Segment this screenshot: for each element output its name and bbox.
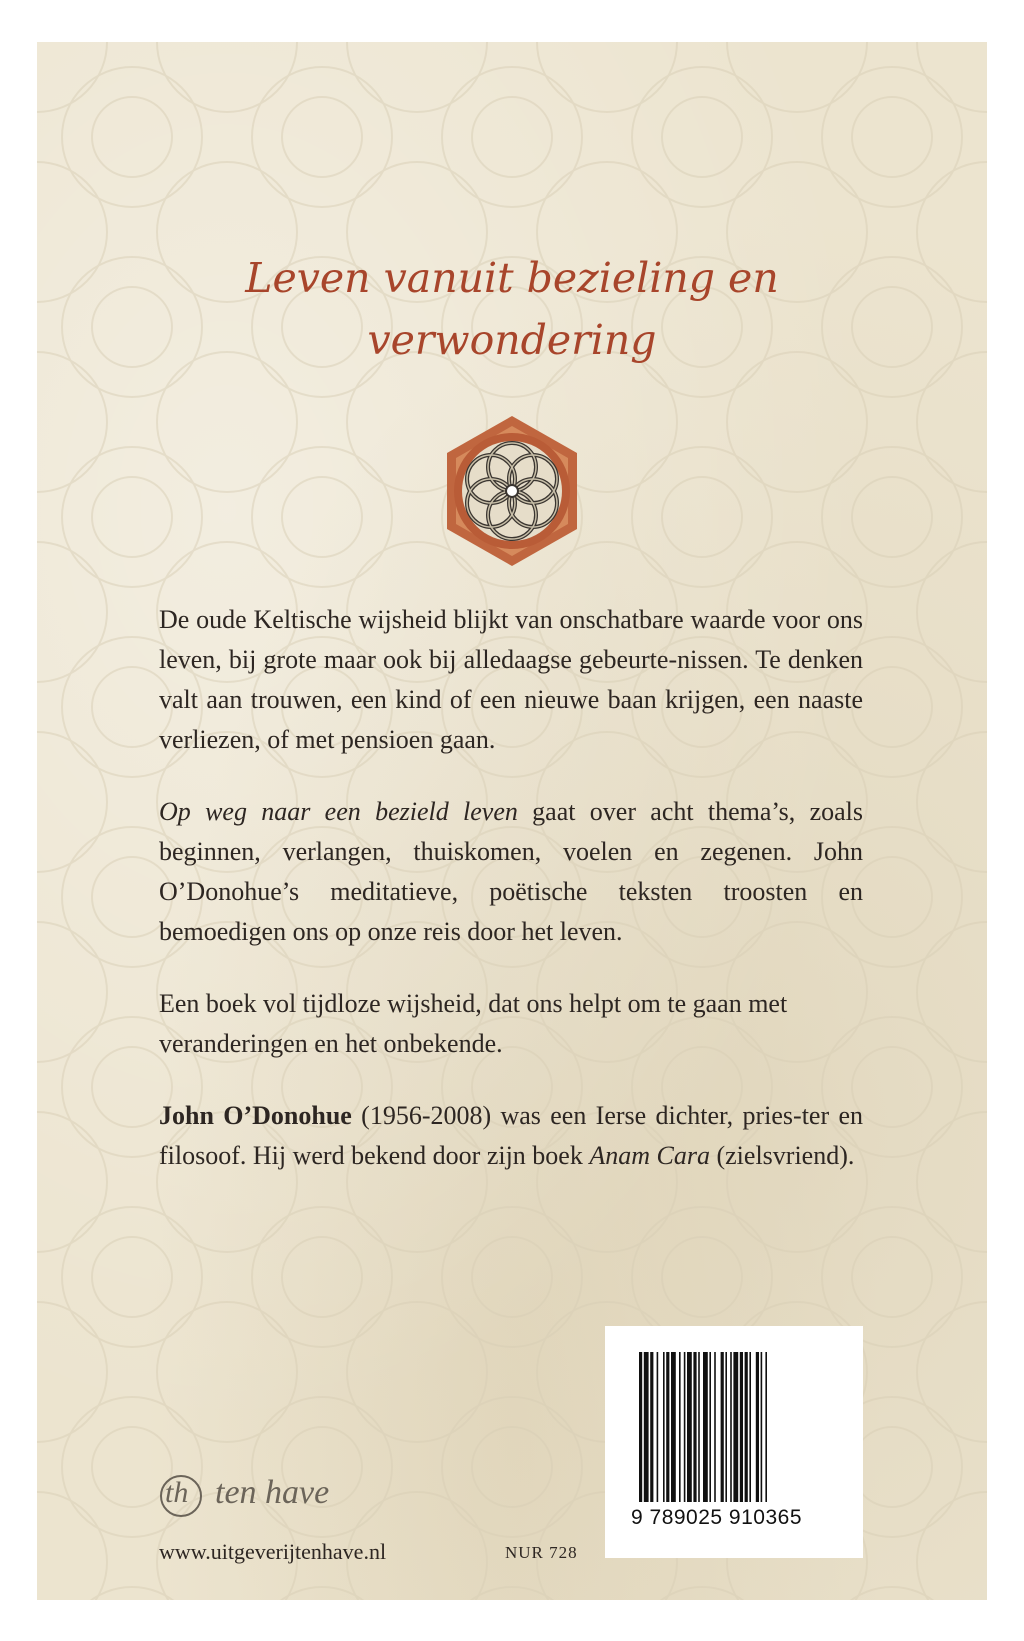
author-bio <box>159 1096 863 1176</box>
barcode-bar <box>671 1352 676 1502</box>
barcode-bar <box>756 1352 759 1502</box>
barcode-bar <box>721 1352 724 1502</box>
tagline-line-2: verwondering <box>367 316 657 364</box>
barcode-bar <box>745 1352 748 1502</box>
barcode-bar <box>663 1352 665 1502</box>
blurb-paragraph-2 <box>159 792 863 952</box>
barcode-bar <box>650 1352 653 1502</box>
barcode-bar <box>765 1352 767 1502</box>
blurb-paragraph-3: Een boek vol tijdloze wijsheid, dat ons helpt om te gaan met veranderingen en het onbekende. <box>159 989 788 1058</box>
publisher-website: www.uitgeverijtenhave.nl <box>159 1539 387 1564</box>
isbn-barcode <box>605 1326 863 1558</box>
barcode-bar <box>740 1352 743 1502</box>
barcode-bar <box>657 1352 659 1502</box>
nur-code: NUR 728 <box>505 1543 578 1562</box>
tagline-line-1: Leven vanuit bezieling en <box>245 254 779 302</box>
cover-tagline <box>37 247 987 371</box>
author-book-title: Anam Cara <box>589 1141 710 1170</box>
blurb-paragraph-2-text: gaat over acht thema’s, zoals beginnen, verlangen, thuiskomen, voelen en zegenen. John O’Donohue’s meditatieve, poëtische teksten troosten en bemoedigen ons op onze reis door het leven. <box>159 797 863 946</box>
barcode-bar <box>730 1352 732 1502</box>
author-name: John O’Donohue <box>159 1101 352 1130</box>
publisher-monogram: th <box>165 1476 189 1509</box>
barcode-bar <box>639 1352 642 1502</box>
barcode-bar <box>687 1352 692 1502</box>
barcode-bar <box>644 1352 649 1502</box>
author-bio-end: (zielsvriend). <box>709 1141 855 1170</box>
cover-body-text <box>159 600 863 1208</box>
book-back-cover <box>37 42 987 1600</box>
barcode-bar <box>761 1352 763 1502</box>
author-bio-text: (1956-2008) was een Ierse dichter, pries-ter en filosoof. Hij werd bekend door zijn boek <box>159 1101 864 1170</box>
barcode-bar <box>733 1352 738 1502</box>
book-title-italic: Op weg naar een bezield leven <box>159 797 518 826</box>
barcode-bar <box>703 1352 708 1502</box>
barcode-bars <box>639 1352 829 1502</box>
barcode-bar <box>698 1352 700 1502</box>
isbn-digits: 9 789025 910365 <box>631 1506 802 1529</box>
barcode-bar <box>725 1352 727 1502</box>
barcode-bar <box>666 1352 669 1502</box>
publisher-name: ten have <box>215 1474 330 1511</box>
celtic-rosette-icon <box>433 412 591 570</box>
barcode-bar <box>693 1352 696 1502</box>
barcode-bar <box>749 1352 751 1502</box>
blurb-paragraph-1: De oude Keltische wijsheid blijkt van onschatbare waarde voor ons leven, bij grote maar ook bij alledaagse gebeurte-nissen. Te denken valt aan trouwen, een kind of een nieuwe baan krijgen, een naaste verliezen, of met pensioen gaan. <box>159 605 863 754</box>
barcode-bar <box>709 1352 711 1502</box>
barcode-bar <box>684 1352 686 1502</box>
th-monogram-icon <box>159 1472 207 1520</box>
barcode-bar <box>714 1352 716 1502</box>
barcode-bar <box>679 1352 681 1502</box>
